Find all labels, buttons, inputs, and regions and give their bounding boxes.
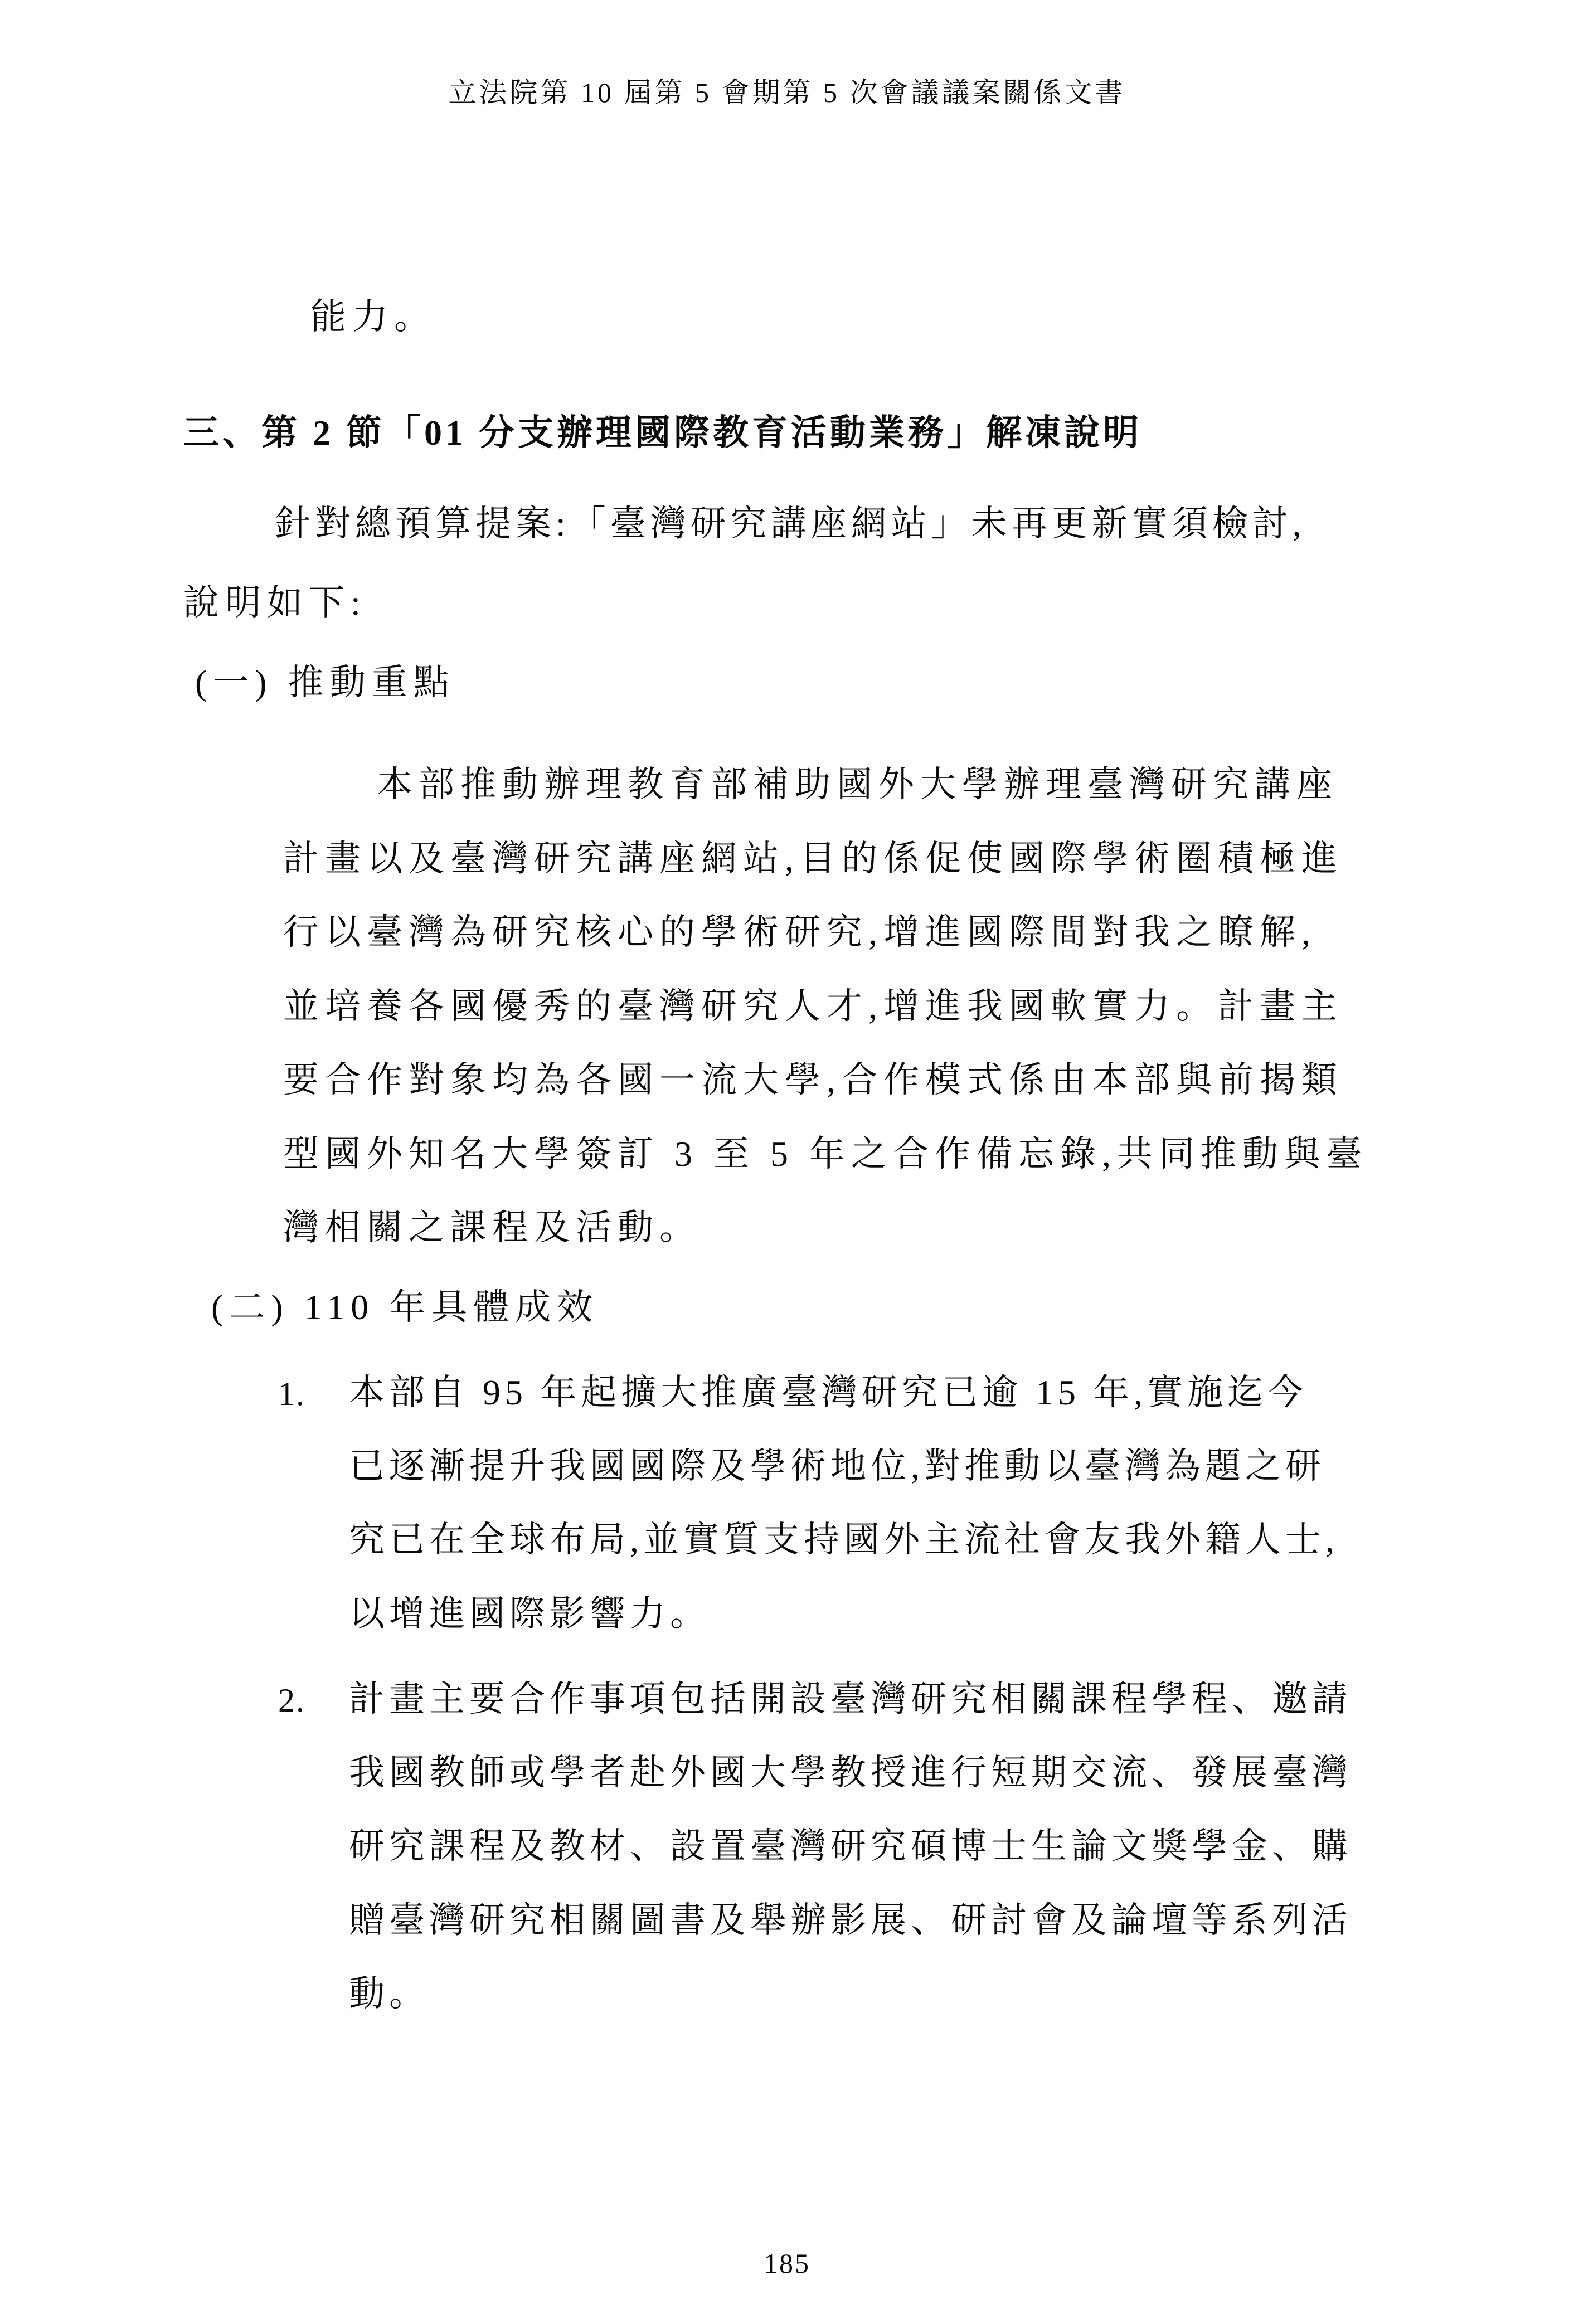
paragraph-line: 行以臺灣為研究核心的學術研究,增進國際間對我之瞭解, (283, 912, 1316, 952)
document-header-title: 立法院第 10 屆第 5 會期第 5 次會議議案關係文書 (448, 77, 1126, 108)
list-item-2-marker: 2. (278, 1682, 305, 1719)
list-item-line: 計畫主要合作事項包括開設臺灣研究相關課程學程、邀請 (349, 1679, 1352, 1719)
list-item-line: 我國教師或學者赴外國大學教授進行短期交流、發展臺灣 (349, 1753, 1352, 1792)
list-item-line: 贈臺灣研究相關圖書及舉辦影展、研討會及論壇等系列活 (349, 1900, 1352, 1940)
paragraph-line: 本部推動辦理教育部補助國外大學辦理臺灣研究講座 (377, 765, 1338, 804)
list-item-1-marker: 1. (278, 1375, 305, 1412)
paragraph-line: 計畫以及臺灣研究講座網站,目的係促使國際學術圈積極進 (283, 839, 1343, 878)
list-item-line: 已逐漸提升我國國際及學術地位,對推動以臺灣為題之研 (349, 1446, 1325, 1486)
subsection-2-label: (二) 110 年具體成效 (211, 1287, 599, 1327)
paragraph-line: 並培養各國優秀的臺灣研究人才,增進我國軟實力。計畫主 (283, 986, 1343, 1026)
intro-paragraph-line: 針對總預算提案:「臺灣研究講座網站」未再更新實須檢討, (275, 504, 1306, 543)
page-number: 185 (764, 2248, 810, 2279)
carryover-paragraph-line: 能力。 (310, 297, 436, 337)
paragraph-line: 灣相關之課程及活動。 (283, 1208, 701, 1247)
intro-paragraph-line: 說明如下: (183, 583, 367, 623)
paragraph-line: 型國外知名大學簽訂 3 至 5 年之合作備忘錄,共同推動與臺 (283, 1134, 1368, 1174)
section-heading: 三、第 2 節「01 分支辦理國際教育活動業務」解凍說明 (183, 413, 1142, 453)
paragraph-line: 要合作對象均為各國一流大學,合作模式係由本部與前揭類 (283, 1060, 1343, 1100)
list-item-line: 以增進國際影響力。 (349, 1594, 710, 1633)
subsection-1-label: (一) 推動重點 (195, 663, 455, 702)
list-item-line: 本部自 95 年起擴大推廣臺灣研究已逾 15 年,實施迄今 (349, 1373, 1308, 1412)
list-item-line: 動。 (349, 1974, 429, 2014)
list-item-line: 究已在全球布局,並實質支持國外主流社會友我外籍人士, (349, 1520, 1339, 1559)
list-item-line: 研究課程及教材、設置臺灣研究碩博士生論文獎學金、購 (349, 1826, 1352, 1866)
